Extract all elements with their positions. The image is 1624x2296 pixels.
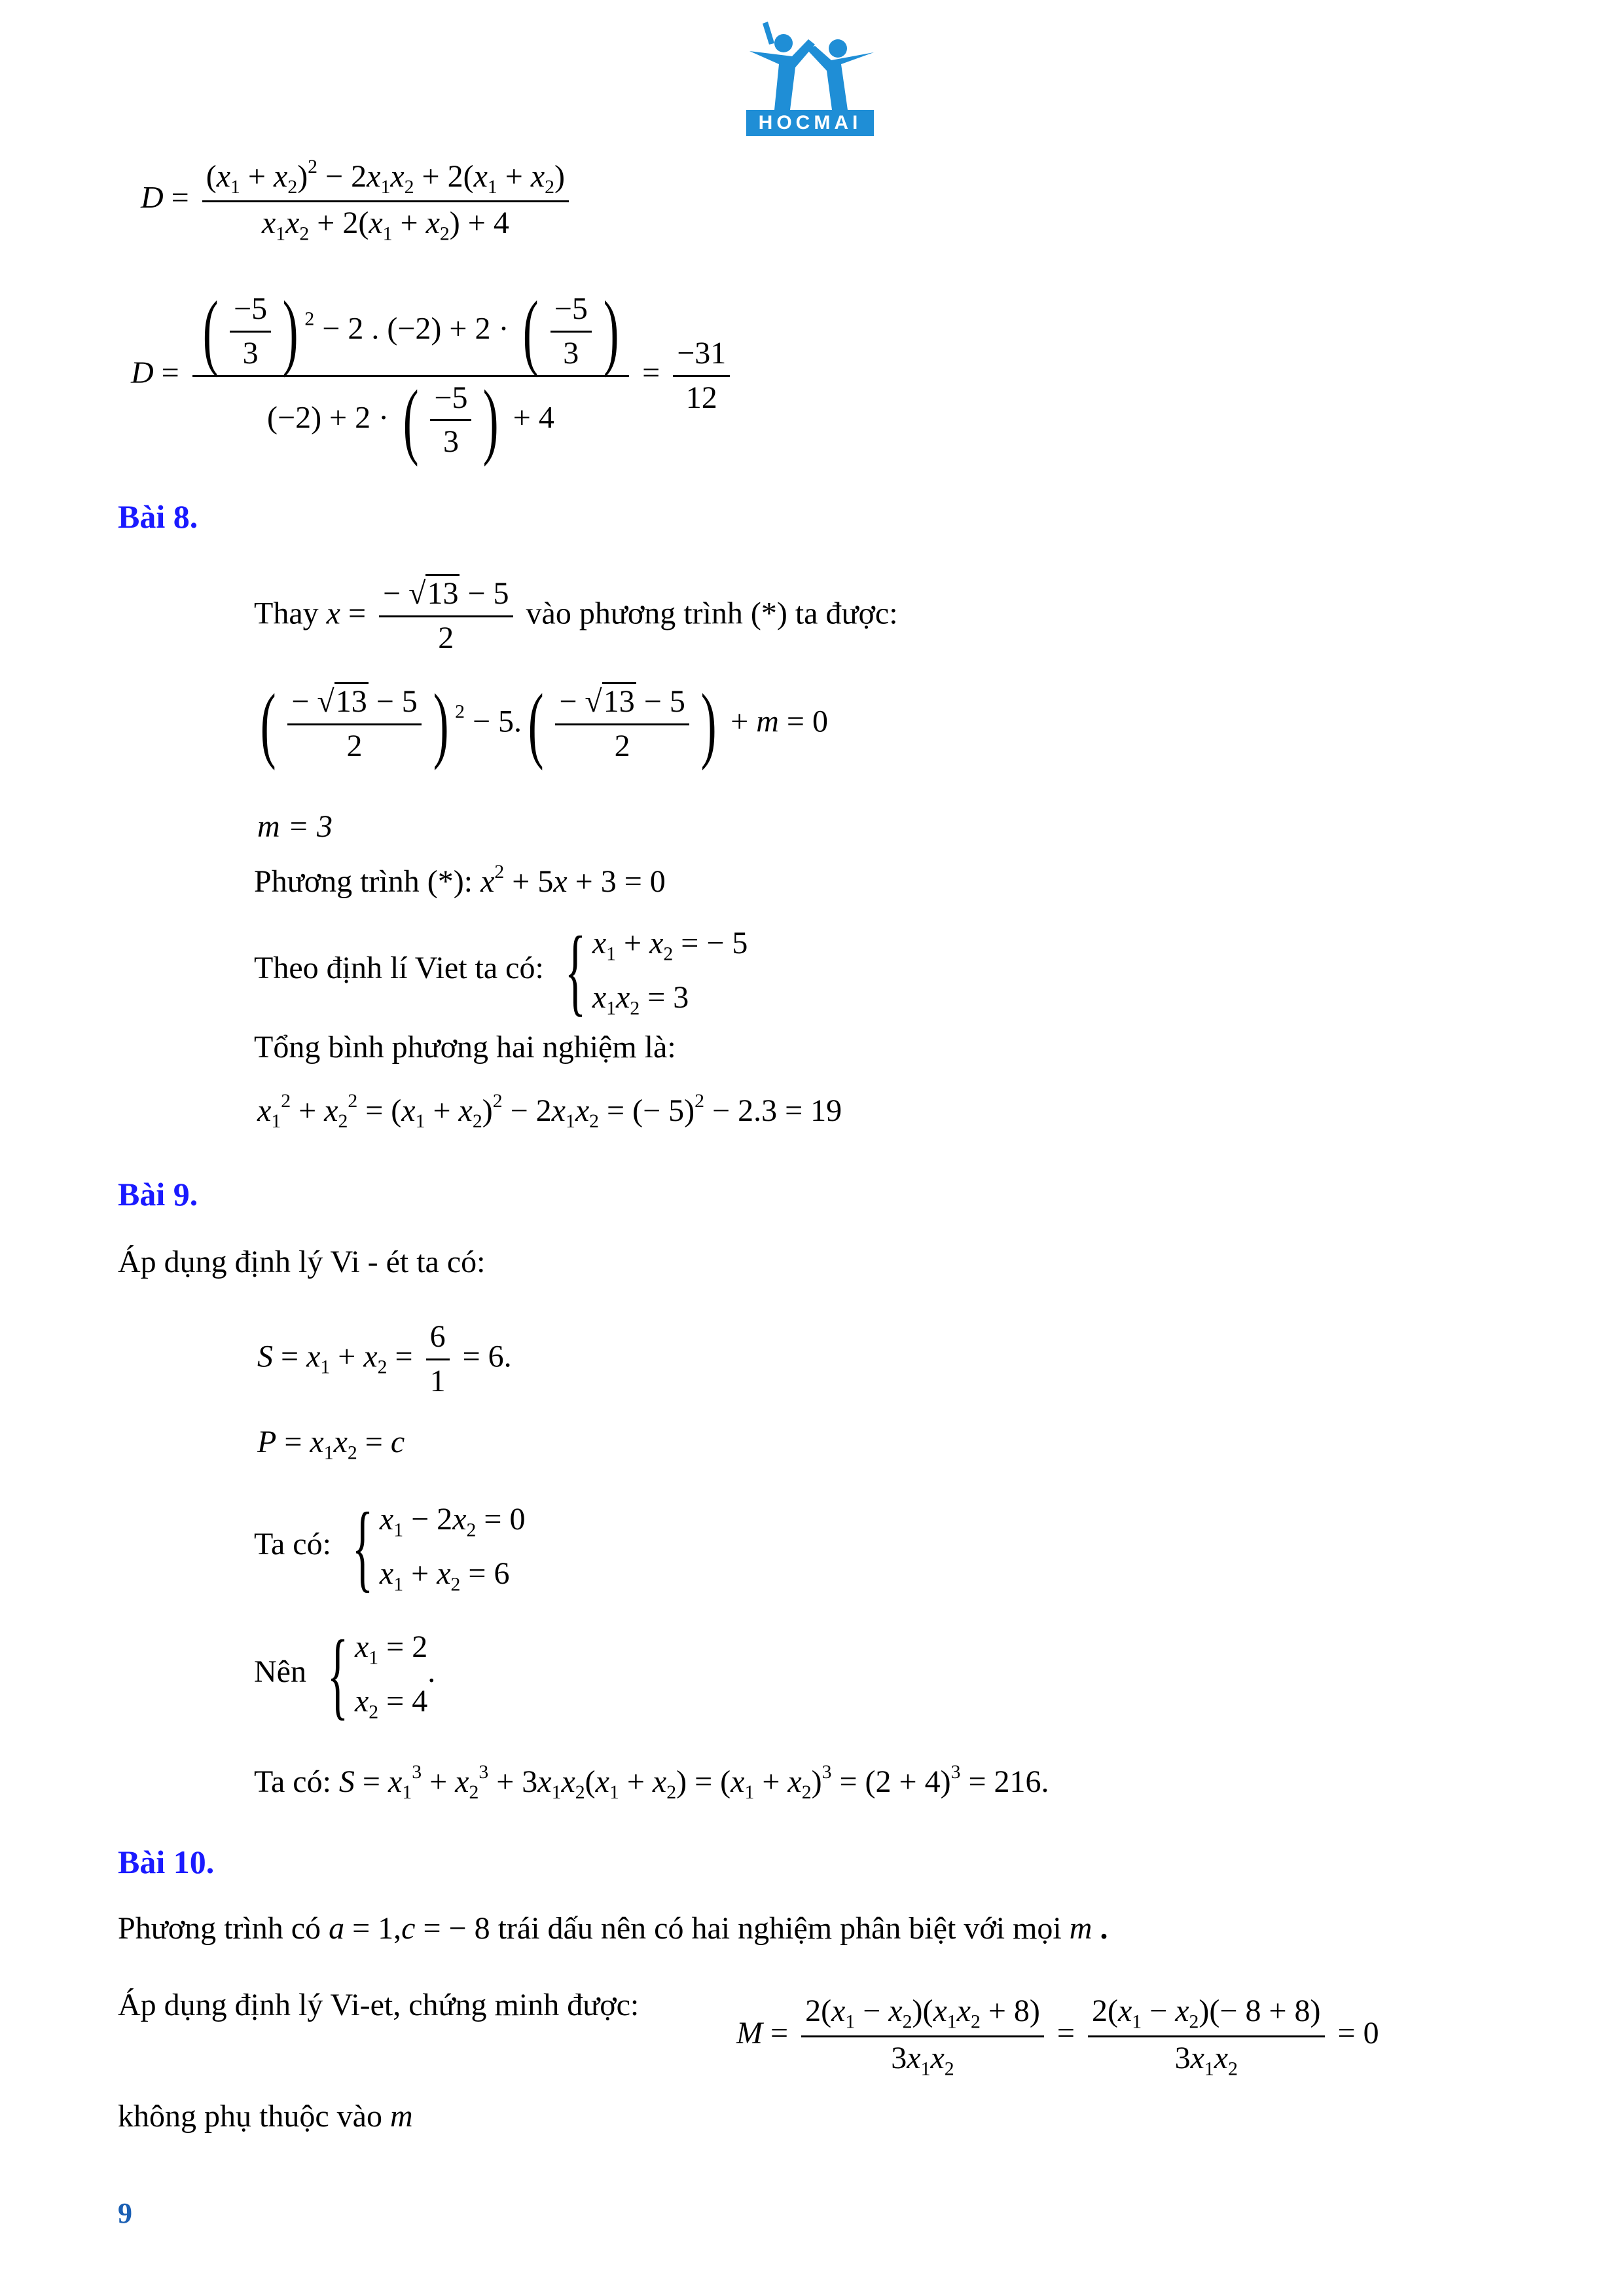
bai9-ta-co2-label: Ta có:	[254, 1764, 331, 1799]
hocmai-logo	[743, 18, 880, 139]
bai10-m-formula: M = $\frac{2(x_1 - x_2)(x_1x_2 + 8)}{3x_1x_2}$ = $\frac{2(x_1 - x_2)(- 8 + 8)}{3x_1x_2}$ = 0	[736, 1990, 1379, 2082]
bai8-pt-label: Phương trình (*):	[254, 864, 473, 899]
bai8-thay-line: Thay x = $\frac{- √13 - 5}{2}$ vào phương trình (*) ta được:	[254, 573, 898, 660]
heading-bai-9: Bài 9.	[118, 1176, 198, 1212]
bai8-viet-label: Theo định lí Viet ta có:	[254, 951, 544, 986]
heading-bai-10: Bài 10.	[118, 1844, 215, 1880]
bai9-result: Ta có: $S = x_1^3 + x_2^3 + 3x_1x_2(x_1 + x_2) = (x_1 + x_2)^3 = (2 + 4)^3 = 216$.	[254, 1761, 1049, 1804]
bai8-vao-pt-text: vào phương trình (*) ta được:	[526, 596, 898, 631]
bai8-equation: Phương trình (*): $x^2 + 5x + 3 = 0$	[254, 861, 666, 899]
bai9-sum: $S = x_1 + x_2$ = $\frac{6}{1}$ = 6.	[257, 1316, 512, 1403]
bai10-line1-prefix: Phương trình có	[118, 1911, 321, 1946]
hocmai-people-icon	[743, 18, 880, 110]
bai10-line1-suffix: trái dấu nên có hai nghiệm phân biệt với mọi	[497, 1911, 1062, 1946]
bai10-line-3: không phụ thuộc vào m	[118, 2099, 413, 2134]
page-number: 9	[118, 2197, 132, 2229]
bai9-intro: Áp dụng định lý Vi - ét ta có:	[118, 1245, 486, 1279]
bai10-line3-text: không phụ thuộc vào	[118, 2099, 382, 2134]
bai9-nen-label: Nên	[254, 1654, 306, 1690]
hocmai-logo-text: HOCMAI	[746, 110, 874, 136]
bai10-line-1: Phương trình có a = 1,c = − 8 trái dấu nên có hai nghiệm phân biệt với mọi m .	[118, 1911, 1108, 1946]
bai9-product: $P = x_1x_2 = c$	[257, 1425, 405, 1464]
formula-d-value: D = ( $\frac{-5}{3}$ ) $^2$ − 2 . (−2) + 2 · ( $\frac{-5}{3}$ ) (−2) + 2 · ( $\frac{-5}{3}$ ) + 4 = $\frac{-31}{12}$	[131, 288, 735, 464]
bai8-substitution: ( $\frac{- √13 - 5}{2}$ ) $^2$ − 5.( $\frac{- √13 - 5}{2}$ ) + m = 0	[260, 677, 828, 772]
bai9-system-2: Nên { $x_1 = 2$ $x_2 = 4$ .	[254, 1620, 436, 1729]
formula-d-general: D = $\frac{(x_1 + x_2)^2 - 2x_1x_2 + 2(x_1 + x_2)}{x_1x_2 + 2(x_1 + x_2) + 4}$	[141, 154, 574, 247]
bai8-viet: Theo định lí Viet ta có: { $x_1 + x_2$ = − 5 $x_1x_2 = 3$	[254, 917, 748, 1025]
bai8-thay-text: Thay	[254, 596, 319, 631]
bai8-tong-label: Tổng bình phương hai nghiệm là:	[254, 1030, 676, 1065]
bai9-ta-co-label: Ta có:	[254, 1527, 331, 1562]
bai9-system-1: Ta có: { $x_1 - 2x_2 = 0$ $x_1 + x_2 = 6$	[254, 1493, 526, 1601]
bai10-line-2: Áp dụng định lý Vi-et, chứng minh được:	[118, 1988, 640, 2022]
bai8-tong-formula: $x_1^2 + x_2^2 = (x_1 + x_2)^2 - 2x_1x_2$ = (− 5)$^2$ − 2.3 = 19	[257, 1090, 842, 1133]
bai8-m-value: m = 3	[257, 809, 333, 844]
heading-bai-8: Bài 8.	[118, 498, 198, 535]
